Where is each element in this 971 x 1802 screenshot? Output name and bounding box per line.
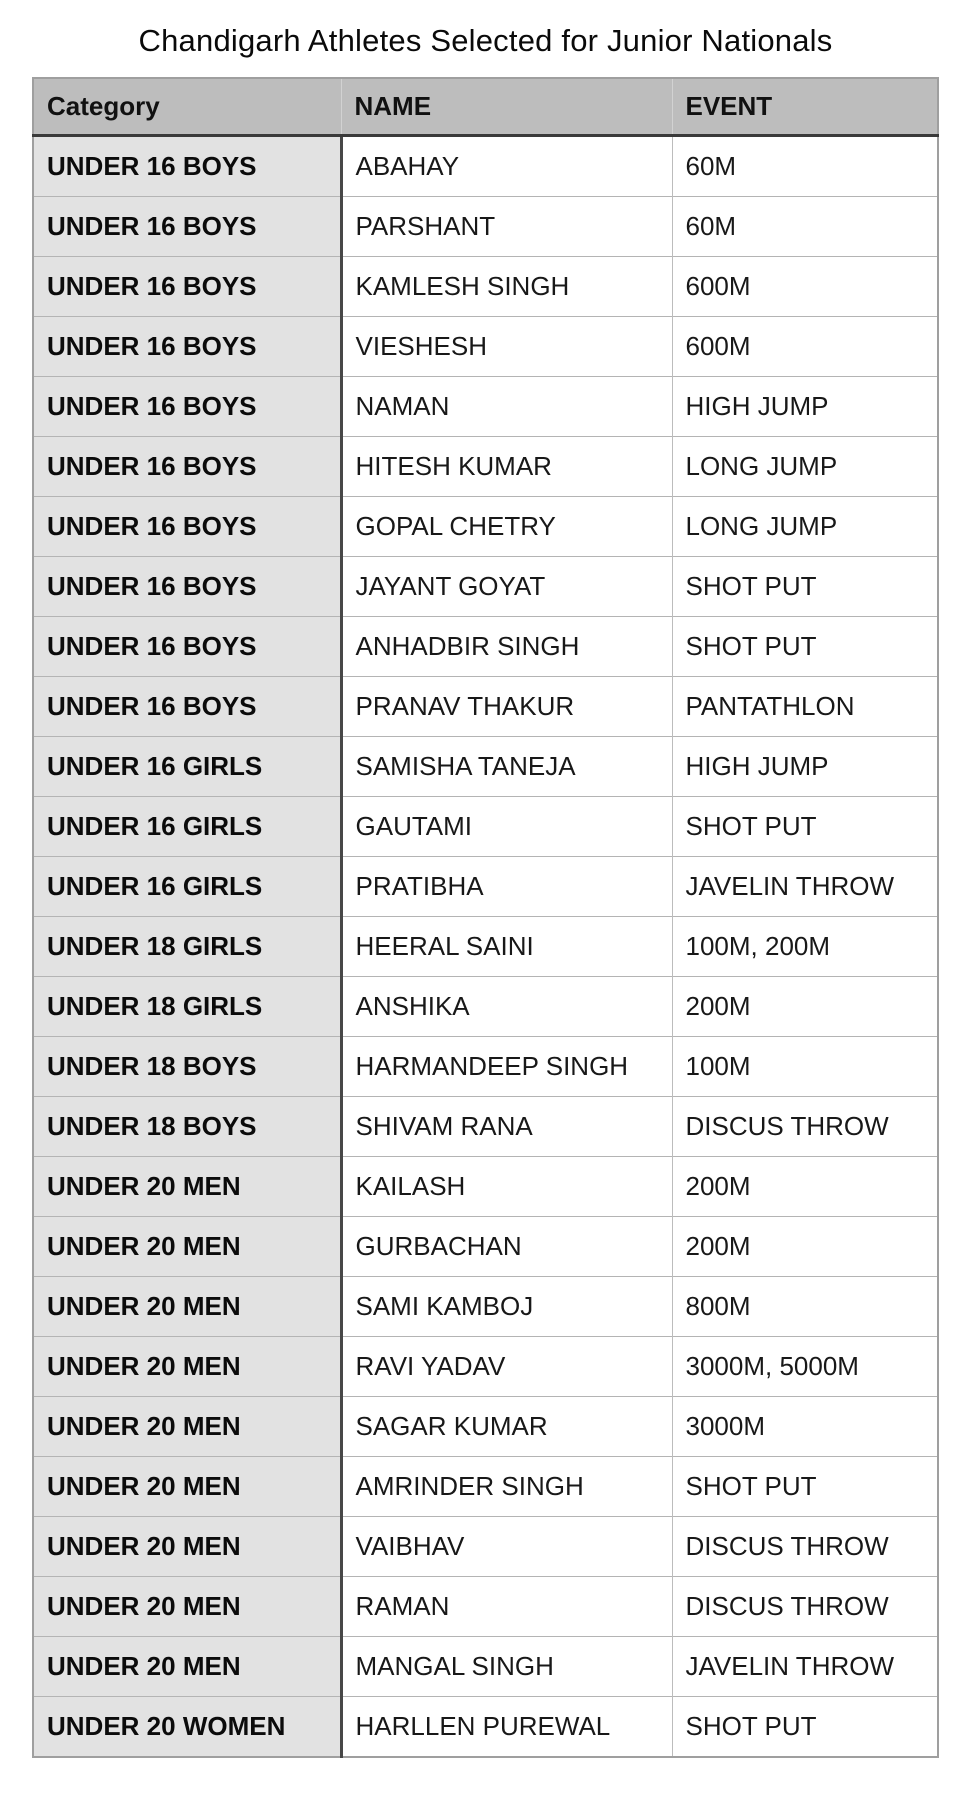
athlete-table-body	[33, 135, 938, 1757]
event-cell: 60M	[672, 196, 938, 256]
event-cell: JAVELIN THROW	[672, 856, 938, 916]
header-category: Category	[33, 78, 341, 136]
table-row	[33, 976, 938, 1036]
name-cell: SAGAR KUMAR	[341, 1396, 672, 1456]
category-cell: UNDER 16 BOYS	[33, 436, 341, 496]
name-cell: PARSHANT	[341, 196, 672, 256]
table-row	[33, 135, 938, 196]
name-cell: ANHADBIR SINGH	[341, 616, 672, 676]
category-cell: UNDER 20 MEN	[33, 1336, 341, 1396]
event-cell: PANTATHLON	[672, 676, 938, 736]
header-event: EVENT	[672, 78, 938, 136]
name-cell: GOPAL CHETRY	[341, 496, 672, 556]
table-row	[33, 1696, 938, 1757]
page-title: Chandigarh Athletes Selected for Junior Nationals	[138, 23, 833, 58]
table-row	[33, 616, 938, 676]
event-cell: 200M	[672, 1216, 938, 1276]
table-row	[33, 1396, 938, 1456]
category-cell: UNDER 18 BOYS	[33, 1096, 341, 1156]
table-header	[33, 78, 938, 136]
name-cell: KAILASH	[341, 1156, 672, 1216]
name-cell: HARMANDEEP SINGH	[341, 1036, 672, 1096]
category-cell: UNDER 16 GIRLS	[33, 736, 341, 796]
event-cell: 100M, 200M	[672, 916, 938, 976]
table-row	[33, 436, 938, 496]
table-row	[33, 1096, 938, 1156]
event-cell: 600M	[672, 256, 938, 316]
event-cell: LONG JUMP	[672, 496, 938, 556]
athletes-table	[32, 77, 939, 1758]
category-cell: UNDER 16 BOYS	[33, 316, 341, 376]
name-cell: SAMI KAMBOJ	[341, 1276, 672, 1336]
header-name: NAME	[341, 78, 672, 136]
event-cell: 600M	[672, 316, 938, 376]
name-cell: KAMLESH SINGH	[341, 256, 672, 316]
category-cell: UNDER 16 BOYS	[33, 376, 341, 436]
event-cell: 3000M	[672, 1396, 938, 1456]
name-cell: ANSHIKA	[341, 976, 672, 1036]
category-cell: UNDER 16 BOYS	[33, 556, 341, 616]
category-cell: UNDER 16 BOYS	[33, 676, 341, 736]
category-cell: UNDER 20 WOMEN	[33, 1696, 341, 1757]
name-cell: RAVI YADAV	[341, 1336, 672, 1396]
event-cell: SHOT PUT	[672, 796, 938, 856]
name-cell: HITESH KUMAR	[341, 436, 672, 496]
category-cell: UNDER 16 BOYS	[33, 616, 341, 676]
category-cell: UNDER 16 BOYS	[33, 196, 341, 256]
event-cell: SHOT PUT	[672, 616, 938, 676]
category-cell: UNDER 16 BOYS	[33, 496, 341, 556]
event-cell: DISCUS THROW	[672, 1576, 938, 1636]
name-cell: VAIBHAV	[341, 1516, 672, 1576]
table-row	[33, 1036, 938, 1096]
category-cell: UNDER 18 BOYS	[33, 1036, 341, 1096]
category-cell: UNDER 16 GIRLS	[33, 856, 341, 916]
category-cell: UNDER 20 MEN	[33, 1456, 341, 1516]
event-cell: 100M	[672, 1036, 938, 1096]
name-cell: JAYANT GOYAT	[341, 556, 672, 616]
event-cell: 60M	[672, 135, 938, 196]
event-cell: LONG JUMP	[672, 436, 938, 496]
table-row	[33, 736, 938, 796]
category-cell: UNDER 18 GIRLS	[33, 916, 341, 976]
name-cell: GAUTAMI	[341, 796, 672, 856]
name-cell: PRATIBHA	[341, 856, 672, 916]
name-cell: MANGAL SINGH	[341, 1636, 672, 1696]
category-cell: UNDER 20 MEN	[33, 1636, 341, 1696]
table-row	[33, 256, 938, 316]
event-cell: HIGH JUMP	[672, 736, 938, 796]
name-cell: SHIVAM RANA	[341, 1096, 672, 1156]
table-row	[33, 496, 938, 556]
category-cell: UNDER 20 MEN	[33, 1276, 341, 1336]
category-cell: UNDER 18 GIRLS	[33, 976, 341, 1036]
category-cell: UNDER 16 GIRLS	[33, 796, 341, 856]
table-row	[33, 1216, 938, 1276]
table-row	[33, 556, 938, 616]
table-row	[33, 856, 938, 916]
event-cell: SHOT PUT	[672, 556, 938, 616]
name-cell: HARLLEN PUREWAL	[341, 1696, 672, 1757]
event-cell: 800M	[672, 1276, 938, 1336]
table-row	[33, 1156, 938, 1216]
table-row	[33, 796, 938, 856]
table-row	[33, 1276, 938, 1336]
name-cell: VIESHESH	[341, 316, 672, 376]
category-cell: UNDER 20 MEN	[33, 1396, 341, 1456]
table-row	[33, 316, 938, 376]
name-cell: SAMISHA TANEJA	[341, 736, 672, 796]
category-cell: UNDER 20 MEN	[33, 1516, 341, 1576]
table-row	[33, 196, 938, 256]
name-cell: GURBACHAN	[341, 1216, 672, 1276]
category-cell: UNDER 20 MEN	[33, 1576, 341, 1636]
table-row	[33, 916, 938, 976]
category-cell: UNDER 20 MEN	[33, 1156, 341, 1216]
table-row	[33, 1456, 938, 1516]
name-cell: NAMAN	[341, 376, 672, 436]
event-cell: HIGH JUMP	[672, 376, 938, 436]
event-cell: DISCUS THROW	[672, 1096, 938, 1156]
name-cell: ABAHAY	[341, 135, 672, 196]
category-cell: UNDER 20 MEN	[33, 1216, 341, 1276]
event-cell: 200M	[672, 1156, 938, 1216]
header-row	[33, 78, 938, 136]
event-cell: 200M	[672, 976, 938, 1036]
event-cell: JAVELIN THROW	[672, 1636, 938, 1696]
name-cell: RAMAN	[341, 1576, 672, 1636]
event-cell: SHOT PUT	[672, 1696, 938, 1757]
category-cell: UNDER 16 BOYS	[33, 135, 341, 196]
table-row	[33, 1576, 938, 1636]
name-cell: PRANAV THAKUR	[341, 676, 672, 736]
category-cell: UNDER 16 BOYS	[33, 256, 341, 316]
event-cell: SHOT PUT	[672, 1456, 938, 1516]
name-cell: AMRINDER SINGH	[341, 1456, 672, 1516]
event-cell: DISCUS THROW	[672, 1516, 938, 1576]
event-cell: 3000M, 5000M	[672, 1336, 938, 1396]
table-row	[33, 1336, 938, 1396]
table-row	[33, 1516, 938, 1576]
table-row	[33, 1636, 938, 1696]
table-row	[33, 676, 938, 736]
name-cell: HEERAL SAINI	[341, 916, 672, 976]
table-row	[33, 376, 938, 436]
